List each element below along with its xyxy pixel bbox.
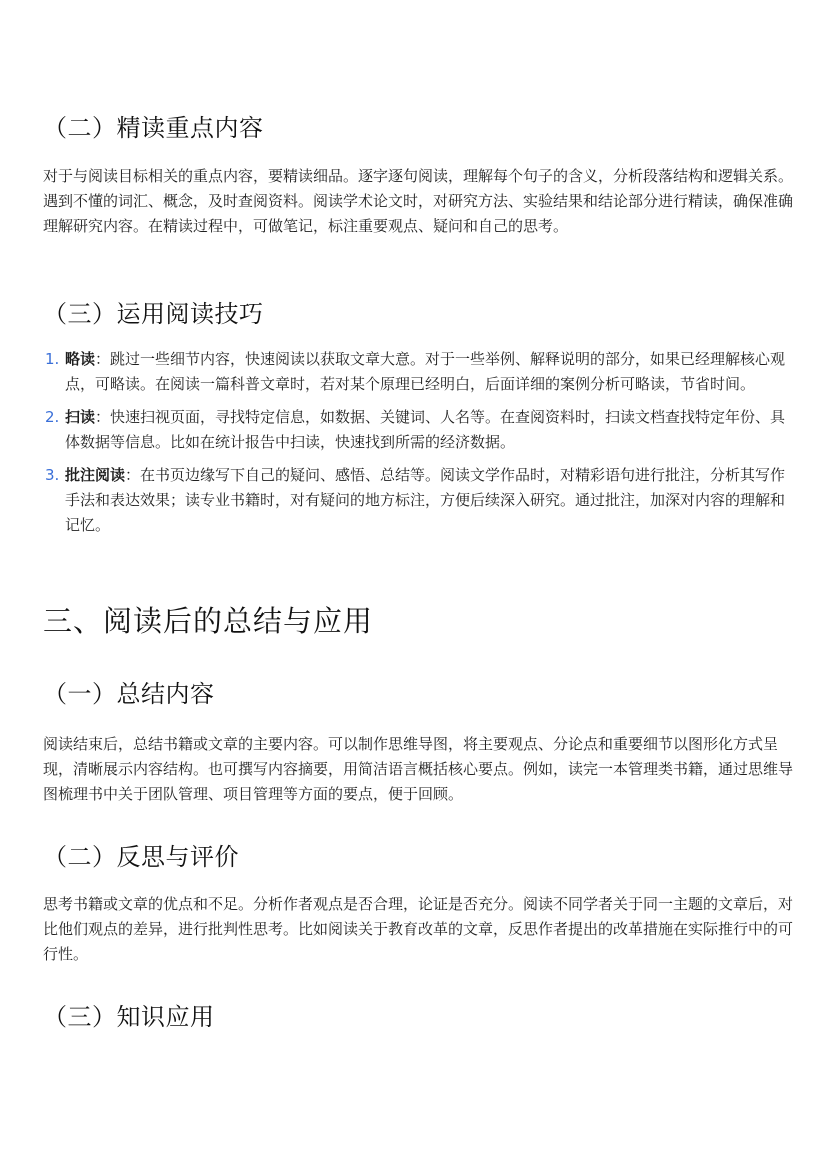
list-number: 3.	[45, 466, 60, 484]
heading-summary: （一）总结内容	[43, 680, 215, 708]
list-term: 批注阅读	[65, 466, 126, 484]
list-text: ：快速扫视页面，寻找特定信息，如数据、关键词、人名等。在查阅资料时，扫读文档查找特定年份、具体数据等信息。比如在统计报告中扫读，快速找到所需的经济数据。	[65, 408, 786, 451]
paragraph-reflection: 思考书籍或文章的优点和不足。分析作者观点是否合理，论证是否充分。阅读不同学者关于同一主题的文章后，对比他们观点的差异，进行批判性思考。比如阅读关于教育改革的文章，反思作者提出的改革措施在实际推行中的可行性。	[43, 895, 794, 963]
paragraph-summary: 阅读结束后，总结书籍或文章的主要内容。可以制作思维导图，将主要观点、分论点和重要细节以图形化方式呈现，清晰展示内容结构。也可撰写内容摘要，用简洁语言概括核心要点。例如，读完一本管理类书籍，通过思维导图梳理书中关于团队管理、项目管理等方面的要点，便于回顾。	[43, 735, 794, 803]
heading-section-three: 三、阅读后的总结与应用	[43, 604, 374, 638]
list-item	[43, 405, 799, 455]
list-term: 扫读	[65, 408, 96, 426]
paragraph-intensive-reading: 对于与阅读目标相关的重点内容，要精读细品。逐字逐句阅读，理解每个句子的含义，分析段落结构和逻辑关系。遇到不懂的词汇、概念，及时查阅资料。阅读学术论文时，对研究方法、实验结果和结论部分进行精读，确保准确理解研究内容。在精读过程中，可做笔记，标注重要观点、疑问和自己的思考。	[43, 167, 794, 235]
list-text: ：在书页边缘写下自己的疑问、感悟、总结等。阅读文学作品时，对精彩语句进行批注，分析其写作手法和表达效果；读专业书籍时，对有疑问的地方标注，方便后续深入研究。通过批注，加深对内容的理解和记忆。	[65, 466, 786, 534]
heading-reading-techniques: （三）运用阅读技巧	[43, 300, 264, 328]
list-number: 1.	[45, 350, 60, 368]
list-item	[43, 347, 799, 397]
list-number: 2.	[45, 408, 60, 426]
heading-reflection: （二）反思与评价	[43, 843, 239, 871]
list-text: ：跳过一些细节内容，快速阅读以获取文章大意。对于一些举例、解释说明的部分，如果已经理解核心观点，可略读。在阅读一篇科普文章时，若对某个原理已经明白，后面详细的案例分析可略读，节省时间。	[65, 350, 786, 393]
reading-techniques-list	[43, 347, 799, 546]
heading-application: （三）知识应用	[43, 1003, 215, 1031]
heading-intensive-reading: （二）精读重点内容	[43, 114, 264, 142]
list-item	[43, 463, 799, 538]
list-term: 略读	[65, 350, 96, 368]
